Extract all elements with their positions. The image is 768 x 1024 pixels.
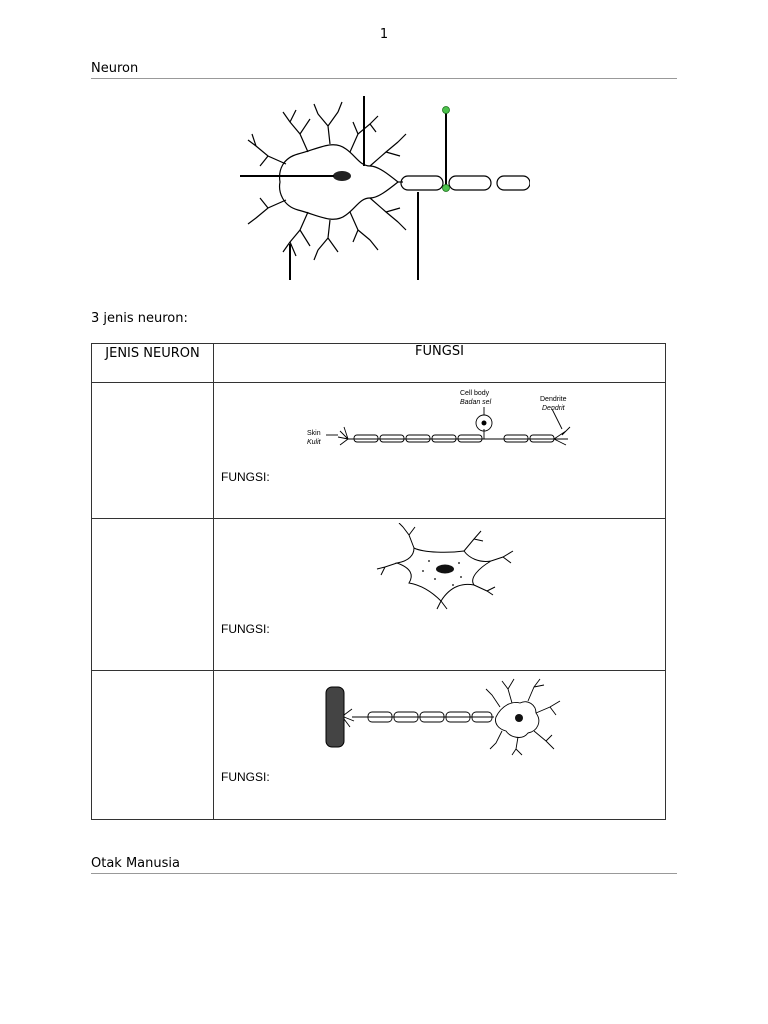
dendrite-branch: [370, 198, 406, 230]
fungsi-label: FUNGSI:: [221, 470, 270, 484]
label-cell-body: Cell body: [460, 390, 490, 397]
cell-body-outline: [280, 145, 398, 220]
fungsi-label: FUNGSI:: [221, 622, 270, 636]
nucleus: [333, 171, 351, 181]
myelin-sheath: [401, 176, 443, 190]
dendrite-branch: [314, 102, 342, 144]
dendrite-branch: [437, 601, 447, 609]
dendrite-branch: [377, 563, 397, 575]
jenis-cell: [92, 671, 214, 820]
dendrite-branch: [512, 737, 522, 755]
neuron-diagram: [238, 94, 530, 282]
label-handle: [443, 107, 450, 114]
myelin-sheath: [497, 176, 530, 190]
label-handle: [443, 185, 450, 192]
muscle-fiber: [326, 687, 344, 747]
jenis-cell: [92, 519, 214, 671]
dendrite-branch: [464, 531, 483, 551]
nucleus: [515, 714, 523, 722]
dendrite-branch: [370, 134, 406, 166]
dendrite-branch: [283, 110, 310, 152]
dendrite-branch: [474, 585, 495, 595]
skin-ending: [338, 427, 348, 445]
section-heading-otak-manusia: Otak Manusia: [91, 856, 677, 874]
label-dendrite-ms: Dendrit: [542, 405, 565, 412]
dendrite-branch: [502, 679, 514, 703]
fungsi-cell: [214, 519, 666, 671]
nucleus: [436, 565, 454, 574]
label-cell-body-ms: Badan sel: [460, 399, 492, 406]
dendrite-ending: [554, 427, 570, 445]
intro-text: 3 jenis neuron:: [91, 311, 188, 326]
axon-terminal: [344, 709, 354, 727]
dendrite-branch: [491, 551, 513, 563]
table-row: [92, 519, 666, 671]
header-jenis-neuron: JENIS NEURON: [92, 344, 214, 383]
label-skin-ms: Kulit: [307, 439, 321, 446]
jenis-cell: [92, 383, 214, 519]
label-skin: Skin: [307, 430, 321, 437]
dendrite-branch: [534, 731, 554, 749]
dendrite-branch: [314, 220, 338, 260]
dendrite-branch: [399, 523, 415, 548]
label-dendrite: Dendrite: [540, 396, 567, 403]
table-row: [92, 671, 666, 820]
cell-body-outline: [397, 548, 491, 601]
dendrite-branch: [248, 198, 286, 224]
header-fungsi: FUNGSI: [214, 344, 666, 383]
fungsi-cell: [214, 671, 666, 820]
dendrite-branch: [283, 212, 310, 256]
page-number: 1: [379, 27, 389, 42]
dendrite-branch: [536, 701, 560, 715]
dendrite-branch: [490, 731, 502, 749]
fungsi-label: FUNGSI:: [221, 770, 270, 784]
fungsi-cell: [214, 383, 666, 519]
dendrite-branch: [248, 134, 286, 166]
dendrite-branch: [350, 212, 378, 250]
motor-neuron-image: [314, 675, 564, 757]
section-heading-neuron: Neuron: [91, 61, 677, 79]
myelin-chain: [354, 435, 554, 442]
neuron-types-table: [91, 343, 666, 820]
dendrite-branch: [486, 689, 500, 707]
sensory-neuron-image: [304, 387, 574, 455]
table-row: [92, 383, 666, 519]
myelin-sheath: [449, 176, 491, 190]
interneuron-image: [369, 523, 519, 611]
dendrite-branch: [528, 679, 544, 701]
